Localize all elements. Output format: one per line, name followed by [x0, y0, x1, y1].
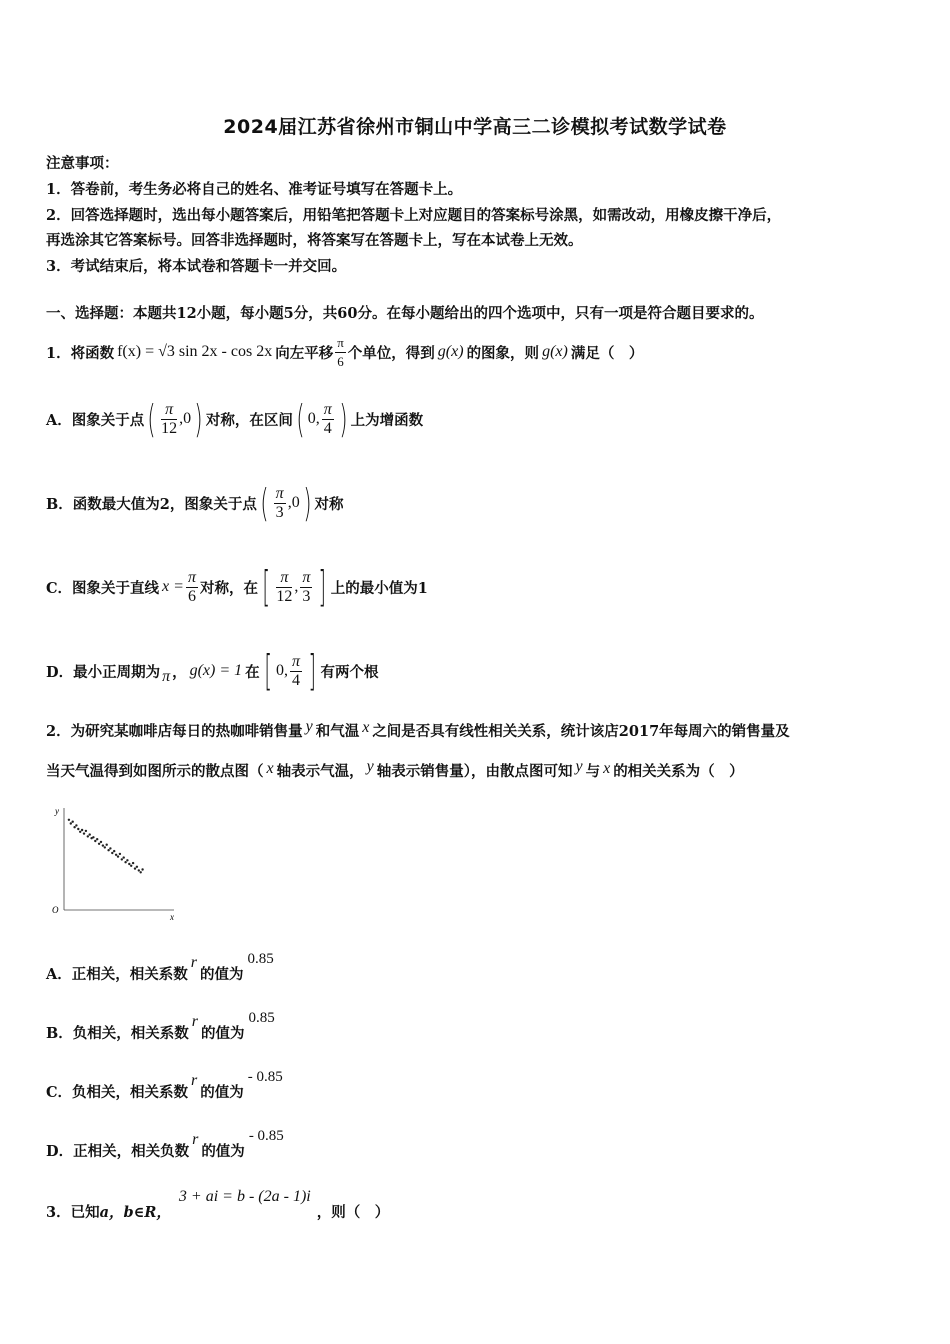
g-equation: g(x) = 1: [189, 662, 243, 679]
q2-option-d[interactable]: [46, 1129, 284, 1161]
option-text: 的值为: [199, 966, 244, 983]
notice-heading: 注意事项：: [46, 155, 119, 172]
var-r: r: [191, 1072, 198, 1089]
option-text: 在: [245, 663, 260, 681]
scatter-point: [77, 828, 79, 830]
option-label: A．图象关于点: [46, 411, 145, 429]
scatter-point: [126, 859, 128, 861]
scatter-point: [83, 832, 85, 834]
scatter-point: [81, 829, 83, 831]
scatter-point: [100, 841, 102, 843]
fraction: $\frac{\pi}{3}$: [302, 568, 311, 605]
scatter-point: [79, 831, 81, 833]
scatter-point: [140, 871, 142, 873]
q1-shift-text: 向左平移: [275, 344, 334, 362]
var-r: r: [190, 954, 197, 971]
q2-option-b[interactable]: [46, 1011, 275, 1043]
option-label: C．图象关于直线: [46, 579, 160, 597]
var-y: y: [366, 758, 374, 775]
q1-shift-fraction: $\frac{\pi}{6}$: [337, 334, 344, 369]
scatter-point: [111, 852, 113, 854]
bracket-icon: [: [264, 646, 272, 695]
question-1: [46, 332, 643, 372]
page-title: 2024届江苏省徐州市铜山中学高三二诊模拟考试数学试卷: [223, 116, 727, 138]
fraction: $\frac{\pi}{12}$: [276, 568, 293, 605]
line-eq: x =: [162, 578, 184, 595]
option-text: 的值为: [201, 1143, 245, 1160]
option-value: 0.85: [248, 1010, 275, 1026]
var-y: y: [305, 718, 313, 735]
scatter-point: [113, 850, 115, 852]
y-axis-label: y: [55, 806, 59, 816]
option-value: - 0.85: [247, 1069, 283, 1085]
scatter-point: [132, 862, 134, 864]
q3-vars: a，b∈R，: [99, 1204, 171, 1221]
scatter-point: [119, 853, 121, 855]
option-label: C．负相关，相关系数: [46, 1084, 189, 1101]
paren-icon: ): [194, 397, 203, 441]
scatter-point: [121, 858, 123, 860]
x-axis-label: x: [170, 912, 174, 922]
scatter-point: [106, 844, 108, 846]
notice-item: 1．答卷前，考生务必将自己的姓名、准考证号填写在答题卡上。: [46, 181, 463, 198]
q1-option-c[interactable]: C．图象关于直线 x = $\frac{\pi}{6}$ 对称，在 [ $\frac{\pi}{12}$ , $\frac{\pi}{3}$ ] 上的最小值为1: [46, 562, 428, 611]
scatter-point: [98, 843, 100, 845]
q3-prefix: 3．已知: [46, 1204, 100, 1221]
scatter-point: [115, 854, 117, 856]
paren-icon: ): [303, 481, 312, 525]
paren-icon: ): [339, 397, 348, 441]
scatter-point: [102, 844, 104, 846]
var-r: r: [192, 1131, 199, 1148]
q1-gx2: g(x): [542, 343, 568, 360]
q1-prefix: 1．将函数: [46, 344, 115, 362]
option-text: 对称，在区间: [205, 411, 293, 429]
section-heading: 一、选择题：本题共12小题，每小题5分，共60分。在每小题给出的四个选项中，只有一项是符合题目要求的。: [46, 305, 764, 322]
q1-gx: g(x): [437, 343, 464, 360]
var-r: r: [191, 1013, 198, 1030]
var-y: y: [575, 758, 583, 775]
interval-head: 0,: [276, 662, 289, 679]
question-2-line1: 2．为研究某咖啡店每日的热咖啡销售量 y 和气温 x 之间是否具有线性相关关系，统计该店2017年每周六的销售量及: [46, 718, 790, 740]
option-text: ，: [172, 663, 187, 681]
option-value: - 0.85: [248, 1128, 284, 1144]
notice-item: 再选涂其它答案标号。回答非选择题时，将答案写在答题卡上，写在本试卷上无效。: [46, 232, 583, 249]
scatter-point: [89, 833, 91, 835]
q1-option-b[interactable]: [46, 476, 344, 530]
scatter-point: [128, 863, 130, 865]
bracket-icon: ]: [318, 562, 327, 611]
notice-item: 2．回答选择题时，选出每小题答案后，用铅笔把答题卡上对应题目的答案标号涂黑，如需改动，用橡皮擦干净后，: [46, 207, 782, 224]
scatter-point: [123, 856, 125, 858]
q1-rest: 个单位，得到: [347, 344, 435, 362]
var-x: x: [266, 760, 274, 777]
scatter-point: [138, 869, 140, 871]
q3-end: ，则（ ）: [316, 1204, 390, 1221]
option-text: 的值为: [201, 1025, 245, 1042]
q1-option-d[interactable]: [46, 644, 378, 698]
q1-rest2: 的图象，则: [466, 344, 540, 362]
fraction: $\frac{\pi}{6}$: [187, 568, 196, 605]
origin-label: O: [52, 905, 59, 915]
scatter-point: [96, 838, 98, 840]
bracket-icon: [: [262, 562, 270, 611]
scatter-point: [85, 830, 87, 832]
option-text: 上的最小值为1: [330, 579, 428, 597]
scatter-point: [94, 840, 96, 842]
scatter-point: [72, 821, 74, 823]
q1-rest3: 满足（ ）: [570, 344, 644, 362]
scatter-point: [75, 824, 77, 826]
q2-option-c[interactable]: [46, 1070, 283, 1102]
point-tail: ,0: [287, 494, 300, 511]
pi-symbol: π: [162, 668, 171, 685]
option-label: D．正相关，相关负数: [46, 1143, 190, 1160]
fraction: $\frac{\pi}{3}$: [275, 484, 284, 521]
option-label: B．负相关，相关系数: [46, 1025, 189, 1042]
option-text: 对称: [314, 495, 344, 513]
option-value: 0.85: [247, 951, 274, 967]
var-x: x: [362, 719, 370, 736]
scatter-point: [68, 819, 70, 821]
scatter-point: [117, 855, 119, 857]
scatter-point: [92, 836, 94, 838]
scatter-point: [87, 835, 89, 837]
scatter-point: [130, 865, 132, 867]
scatter-point: [104, 846, 106, 848]
scatter-point: [141, 868, 143, 870]
interval-head: 0,: [307, 410, 320, 427]
option-label: B．函数最大值为2，图象关于点: [46, 495, 257, 513]
q2-option-a[interactable]: [46, 952, 274, 984]
scatter-point: [124, 861, 126, 863]
option-label: A．正相关，相关系数: [46, 966, 188, 983]
scatter-point: [70, 822, 72, 824]
fraction: $\frac{\pi}{12}$: [161, 400, 178, 437]
q1-function: f(x) = √3 sin 2x - cos 2x: [117, 343, 273, 360]
option-label: D．最小正周期为: [46, 663, 161, 681]
option-text: 对称，在: [199, 579, 258, 597]
scatter-point: [109, 847, 111, 849]
q1-option-a[interactable]: [46, 392, 423, 446]
scatter-point: [73, 826, 75, 828]
fraction: $\frac{\pi}{4}$: [323, 400, 332, 437]
scatter-point: [134, 867, 136, 869]
scatter-plot: [46, 800, 186, 925]
question-2-line2: 当天气温得到如图所示的散点图（ x 轴表示气温， y 轴表示销售量），由散点图可知 y 与 x 的相关关系为（ ）: [46, 758, 744, 780]
scatter-point: [107, 849, 109, 851]
scatter-point: [136, 866, 138, 868]
var-x: x: [603, 760, 611, 777]
paren-icon: (: [147, 397, 156, 441]
point-tail: ,0: [179, 410, 192, 427]
question-3: [46, 1186, 389, 1222]
option-text: 的值为: [200, 1084, 244, 1101]
option-text: 有两个根: [320, 663, 379, 681]
option-text: 上为增函数: [350, 411, 424, 429]
notice-item: 3．考试结束后，将本试卷和答题卡一并交回。: [46, 258, 347, 275]
bracket-icon: ]: [308, 646, 316, 695]
paren-icon: (: [260, 481, 269, 525]
paren-icon: (: [296, 397, 305, 441]
fraction: $\frac{\pi}{4}$: [292, 652, 301, 689]
q3-equation: 3 + ai = b - (2a - 1)i: [178, 1188, 311, 1205]
